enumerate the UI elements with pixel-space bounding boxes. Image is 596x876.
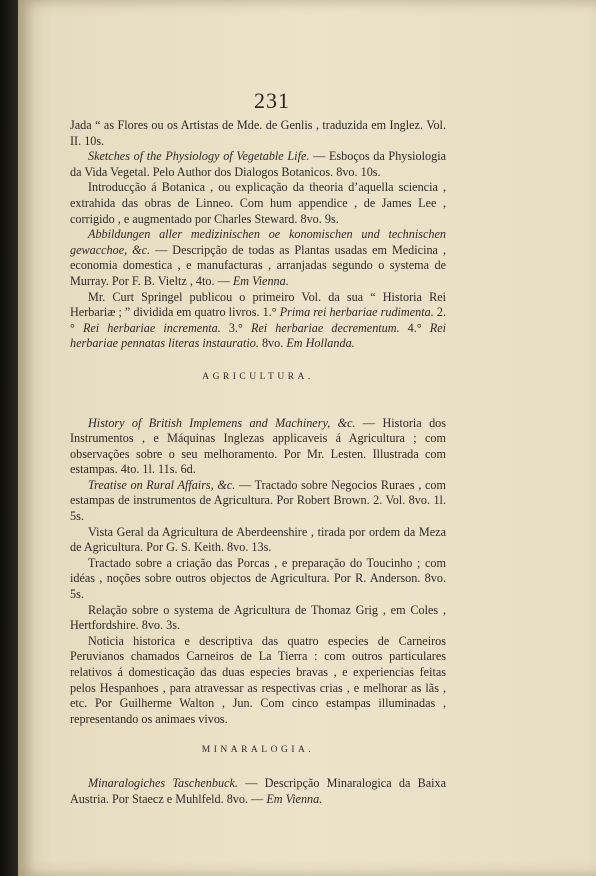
entry-title: Treatise on Rural Affairs, &c.: [88, 477, 236, 492]
entry-description: — Descripção de todas as Plantas usadas em Medicina , economia domestica , e manufacturas , arranjadas segundo o systema de Murray. Por F. B. Vieltz , 4to. —: [70, 242, 446, 288]
entry-british-implements: [70, 416, 446, 478]
section-heading-mineralogy: MINARALOGIA.: [201, 745, 315, 756]
entry-text: 4.°: [399, 320, 430, 335]
book-part-3: Rei herbariae decrementum.: [250, 320, 400, 335]
entry-porcas: Tractado sobre a criação das Porcas , e preparação do Toucinho ; com idéas , noções sobre outros objectos de Agricultura. Por R. Anderson. 8vo. 5s.: [70, 555, 446, 602]
entry-place: Em Vienna.: [232, 273, 289, 288]
entry-place: Em Hollanda.: [286, 336, 355, 351]
entry-description: — Descripção Minaralogica da Baixa Austria. Por Staecz e Muhlfeld. 8vo. —: [70, 775, 447, 806]
entry-title: History of British Implemens and Machinery, &c.: [88, 415, 356, 430]
book-part-1: Prima rei herbariae rudimenta.: [279, 305, 434, 320]
entry-title: Abbildungen aller medizinischen oe konomischen und technischen gewacchoe, &c.: [70, 227, 446, 257]
entry-description: — Esboços da Physiologia da Vida Vegetal. Pelo Author dos Dialogos Botanicos. 8vo. 10s.: [70, 149, 446, 179]
page-number: 231: [254, 88, 290, 113]
entry-text: 2.°: [70, 305, 447, 335]
entry-sketches: [70, 149, 446, 180]
entry-title: Sketches of the Physiology of Vegetable Life.: [88, 149, 310, 164]
entry-description: — Tractado sobre Negocios Ruraes , com estampas de instrumentos de Agricultura. Por Robert Brown. 2. Vol. 8vo. 1l. 5s.: [70, 477, 446, 524]
entry-carneiros: Noticia historica e descriptiva das quatro especies de Carneiros Peruvianos chamados Carneiros de La Tierra : com outros particulares relativos á domesticação das duas especies bravas , e experiencias feitas pelos Hespanhoes , para atravessar as respectivas crias , e melhorar as lãs , etc. Por Guilherme Walton , Jun. Com cinco estampas illuminadas , representando os animaes vivos.: [70, 633, 446, 726]
entry-aberdeenshire: Vista Geral da Agricultura de Aberdeenshire , tirada por ordem da Meza de Agricultura. Por G. S. Keith. 8vo. 13s.: [70, 524, 446, 555]
entry-place: Em Vienna.: [266, 791, 323, 806]
entry-description: — Historia dos Instrumentos , e Máquinas Inglezas applicaveis á Agricultura ; com observações sobre o seu melhoramento. Por Mr. Lesten. Illustrada com estampas. 4to. 1l. 11s. 6d.: [70, 415, 446, 477]
book-spine: [0, 0, 18, 876]
entry-taschenbuck: [70, 776, 446, 807]
entry-introduccao: Introducção á Botanica , ou explicação da theoria d’aquella sciencia , extrahida das obras de Linneo. Com hum appendice , de James Lee , corrigido , e augmentado por Charles Steward. 8vo. 9s.: [70, 180, 446, 226]
page-text: [70, 118, 446, 807]
entry-title: Minaralogiches Taschenbuck.: [88, 775, 238, 790]
entry-springel: [70, 290, 446, 352]
book-part-2: Rei herbariae incrementa.: [82, 320, 221, 335]
intro-paragraph: Jada “ as Flores ou os Artistas de Mde. de Genlis , traduzida em Inglez. Vol. II. 10s.: [70, 118, 446, 148]
entry-thomaz-grig: Relação sobre o systema de Agricultura de Thomaz Grig , em Coles , Hertfordshire. 8vo. 3s.: [70, 602, 446, 633]
entry-abbildungen: [70, 227, 446, 289]
entry-text: Mr. Curt Springel publicou o primeiro Vol. da sua “ Historia Rei Herbariæ ; ” dividida em quatro livros. 1.°: [70, 289, 446, 320]
entry-text: 8vo.: [258, 336, 287, 351]
section-heading-agriculture: AGRICULTURA.: [202, 371, 314, 382]
entry-text: 3.°: [220, 320, 251, 335]
entry-rural-affairs: [70, 478, 446, 525]
book-part-4: Rei herbariae pennatas literas instauratio.: [70, 320, 447, 351]
